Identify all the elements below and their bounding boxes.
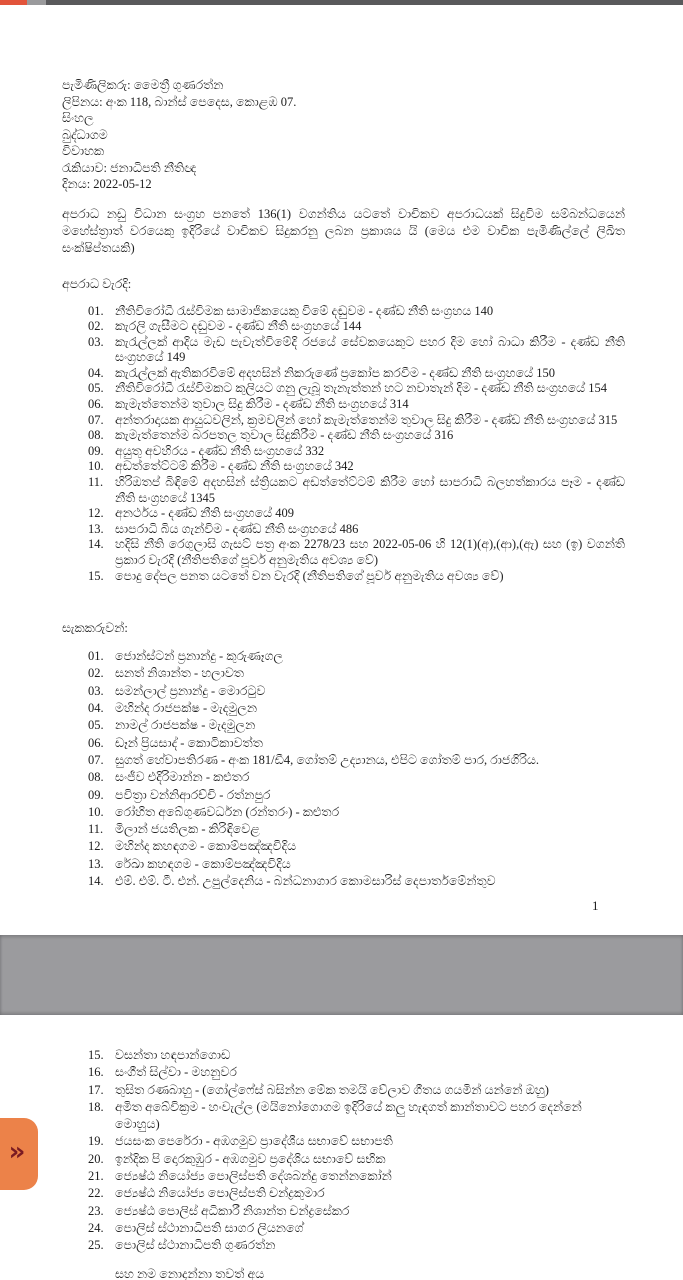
suspect-item — [88, 1151, 625, 1168]
unknown-persons-note: සහ නම නොදන්නා තවත් අය — [115, 1266, 265, 1280]
charge-item — [88, 366, 625, 382]
suspect-item — [88, 1168, 625, 1185]
suspect-number: 19. — [88, 1134, 104, 1149]
suspect-text: ඩෑන් ප්‍රියසාද් - කොටිකාවත්ත — [115, 735, 263, 750]
header-line: ලිපිනය: අංක 118, බාන්ස් පෙදෙස, කොළඹ 07. — [62, 94, 297, 109]
header-line: සිංහල — [62, 111, 94, 125]
suspect-item — [88, 683, 625, 700]
charge-text: අයුතු අවහිරය - දණ්ඩ නීති සංග්‍රහයේ 332 — [115, 443, 325, 458]
suspect-text: රෝහිත අබේගුණවර්ධන (රන්තරං) - කළුතර — [115, 804, 340, 819]
suspect-item — [88, 1064, 625, 1081]
suspect-item — [88, 856, 625, 873]
charge-text: කැරැල්ලක් ඇතිකරවිමේ අදහසින් නිකරුණේ ප්‍රකෝප කරවීම - දණ්ඩ නීති සංග්‍රහයේ 150 — [115, 365, 555, 380]
charge-text: කැරලි ගැසීමට දඬුවම - දණ්ඩ නීති සංග්‍රහයේ 144 — [115, 319, 362, 334]
suspect-number: 01. — [88, 649, 104, 664]
suspect-text: සනත් නිශාන්ත - හලාවත — [115, 666, 244, 681]
charge-number: 08. — [88, 428, 104, 443]
suspect-text: මිලාන් ජයතිලක - කිරිඳිවෙළ — [115, 822, 260, 837]
suspect-text: සංගීත් සිල්වා - මහනුවර — [115, 1065, 237, 1080]
suspect-text: ජයසංක පෙරේරා - අඹගමුව ප්‍රාදේශීය සභාවේ සභාපති — [115, 1134, 393, 1149]
charge-number: 11. — [88, 475, 104, 490]
charge-item — [88, 397, 625, 413]
charge-number: 10. — [88, 459, 104, 474]
suspect-number: 03. — [88, 683, 104, 698]
suspect-item — [88, 1185, 625, 1202]
suspects-list-continued — [62, 1047, 625, 1255]
suspect-item — [88, 1133, 625, 1150]
suspects-list — [62, 648, 625, 890]
suspect-text: ජොන්ස්ටන් ප්‍රනාන්දු - කුරුණෑගල — [115, 649, 283, 664]
suspect-text: මහින්ද කහඳගම - කොම්පඤ්ඤවිදිය — [115, 839, 297, 854]
suspect-number: 02. — [88, 666, 104, 681]
suspect-text: සමන්ලාල් ප්‍රනාන්දු - මොරටුව — [115, 683, 266, 698]
charge-item — [88, 459, 625, 475]
charge-item — [88, 304, 625, 320]
charge-number: 02. — [88, 319, 104, 334]
suspect-number: 08. — [88, 770, 104, 785]
header-line: දිනය: 2022-05-12 — [62, 177, 152, 191]
document-page-1 — [0, 5, 683, 935]
suspect-text: සුගත් හේවාපතිරණ - අංක 181/ඩී4, ගෝතම් උද්‍යානය, එපිට ගෝතම් පාර, රාජගිරිය. — [115, 752, 539, 767]
header-line: බුද්ධාගම — [62, 127, 108, 142]
expand-sidebar-button[interactable] — [0, 1118, 38, 1190]
suspect-text: එම්. එම්. ටී. එන්. උපුල්දෙනිය - බන්ධනාගාර කොමසාරිස් දෙපාර්තමේන්තුව — [115, 874, 496, 889]
suspect-number: 15. — [88, 1048, 104, 1062]
suspect-item — [88, 717, 625, 734]
suspect-item — [88, 873, 625, 890]
charge-text: නීතිවිරෝධී රැස්විමකට කුලියට ගනු ලැබූ තැනැත්තන් හට නවාතැන් දිම - දණ්ඩ නීති සංග්‍රහයේ 154 — [115, 381, 608, 396]
suspect-item — [88, 665, 625, 682]
charge-item — [88, 381, 625, 397]
suspect-text: පොලිස් ස්ථානාධිපති සාගර ලියනගේ — [115, 1220, 304, 1235]
suspect-item — [88, 804, 625, 821]
suspect-text: මහින්ද රාජපක්ෂ - මැදමුලන — [115, 701, 257, 716]
suspect-number: 06. — [88, 735, 104, 750]
suspect-number: 18. — [88, 1099, 104, 1114]
suspect-number: 25. — [88, 1238, 104, 1253]
suspect-number: 05. — [88, 718, 104, 733]
suspect-item — [88, 700, 625, 717]
header-line: විවාහක — [62, 144, 105, 158]
suspect-number: 04. — [88, 701, 104, 716]
charge-number: 06. — [88, 397, 104, 412]
suspect-text: අමිත අබේවික්‍රම - හංවැල්ල (මයිනෝගොගම ඉදිරියේ කලු හැඳගත් කාන්තාවට පහර දෙන්නේ මොහුය) — [115, 1099, 582, 1132]
charge-text: කැමැත්තෙන්ම තුවාල සිදු කිරීම - දණ්ඩ නීති සංග්‍රහයේ 314 — [115, 397, 409, 412]
double-chevron-right-icon: » — [8, 1137, 26, 1167]
suspect-item — [88, 1082, 625, 1099]
charge-text: හදිසි නීති රෙගුලාසි ගැසට් පත්‍ර අංක 2278/23 සහ 2022-05-06 හි 12(1)(අ),(ආ),(ඇ) සහ (ඉ) වගන්ති ප්‍රකාර වැරදි (නීතිපතිගේ පූර්ව අනුමැතිය අවශ්‍ය වේ) — [115, 537, 625, 567]
suspect-number: 21. — [88, 1169, 104, 1184]
suspect-item — [88, 838, 625, 855]
suspect-number: 16. — [88, 1065, 104, 1080]
suspect-item — [88, 648, 625, 665]
suspect-item — [88, 735, 625, 752]
charge-number: 15. — [88, 568, 104, 583]
suspect-item — [88, 1099, 625, 1134]
charge-number: 13. — [88, 521, 104, 536]
complaint-header-block — [62, 77, 625, 193]
charge-number: 07. — [88, 412, 104, 427]
suspect-number: 14. — [88, 874, 104, 889]
suspect-number: 11. — [88, 822, 104, 837]
suspect-item — [88, 1237, 625, 1254]
charge-text: නීතිවිරෝධී රැස්විමක සාමාජිකයෙකු විමේ දඬුවම - දණ්ඩ නීති සංග්‍රහය 140 — [115, 303, 494, 318]
charge-item — [88, 335, 625, 366]
suspect-text: පොලිස් ස්ථානාධිපති ගුණරත්න — [115, 1238, 276, 1253]
charge-item — [88, 506, 625, 522]
charge-item — [88, 522, 625, 538]
suspect-item — [88, 752, 625, 769]
suspect-text: වසන්තා හඳපාන්ගොඩ — [115, 1048, 231, 1062]
charges-heading: අපරාධ වැරදි: — [62, 276, 132, 291]
charge-item — [88, 475, 625, 506]
suspect-number: 17. — [88, 1082, 104, 1097]
suspect-text: ජ්‍යෙෂ්ඨ පොලිස් අධිකාරී නිශාන්ත චන්ද්‍රසේකර — [115, 1203, 350, 1218]
suspect-text: ඉන්දික පි දොරකුඹුර - අඹගමුව ප්‍රදේශිය සභාවේ සභික — [115, 1151, 386, 1166]
suspect-item — [88, 1203, 625, 1220]
header-line: රැකියාව: ජනාධිපති නීතිඥ — [62, 160, 197, 175]
suspect-item — [88, 821, 625, 838]
suspect-text: ජ්‍යෙෂ්ඨ නියෝජ්‍ය පොලිස්පති දේශබන්දු තෙන්නකෝන් — [115, 1169, 392, 1184]
suspect-text: රේඛා කහඳගම - කොම්පඤ්ඤවිදිය — [115, 856, 291, 871]
charge-text: අන්තරාදායක ආයුධවලින්, ක්‍රමවලින් හෝ කැමැත්තෙන්ම තුවාල සිදු කිරීම - දණ්ඩ නීති සංග්‍රහයේ 315 — [115, 412, 618, 427]
charge-item — [88, 569, 625, 585]
suspect-item — [88, 1047, 625, 1064]
charge-text: අනර්ථය - දණ්ඩ නීති සංග්‍රහයේ 409 — [115, 506, 294, 521]
suspect-text: පවිත්‍රා වන්නිආරච්චි - රත්නපුර — [115, 787, 271, 802]
charge-text: අඩත්තේට්ටම් කිරීම - දණ්ඩ නීති සංග්‍රහයේ 342 — [115, 459, 354, 474]
charge-number: 04. — [88, 365, 104, 380]
charge-item — [88, 428, 625, 444]
suspect-text: ජ්‍යෙෂ්ඨ නියෝජ්‍ය පොලිස්පති චන්ද්‍රකුමාර — [115, 1186, 325, 1201]
suspect-number: 07. — [88, 752, 104, 767]
header-line: පැමිණිලිකරු: මෛත්‍රී ගුණරත්න — [62, 78, 224, 92]
charge-item — [88, 413, 625, 429]
charge-item — [88, 319, 625, 335]
suspect-number: 12. — [88, 839, 104, 854]
suspect-text: සංජීව එදිරිමාන්න - කළුතර — [115, 770, 250, 785]
charge-item — [88, 537, 625, 568]
charge-number: 03. — [88, 334, 104, 349]
charge-text: සාපරාධි බිය ගැන්විම - දණ්ඩ නීති සංග්‍රහයේ 486 — [115, 521, 359, 536]
charge-number: 05. — [88, 381, 104, 396]
charge-text: හිරිඔතප් බිඳිමේ අදහසින් ස්ත්‍රියකට අඩත්තේට්ටම් කිරීම හෝ සාපරාධි බලහත්කාරය පෑම - දණ්ඩ නීති සංග්‍රහයේ 1345 — [115, 475, 625, 505]
charge-number: 14. — [88, 537, 104, 552]
suspect-item — [88, 769, 625, 786]
page-number: 1 — [592, 898, 599, 913]
suspect-number: 10. — [88, 804, 104, 819]
suspect-number: 23. — [88, 1203, 104, 1218]
suspect-number: 20. — [88, 1151, 104, 1166]
intro-paragraph: අපරාධ නඩු විධාන සංග්‍රහ පනතේ 136(1) වගන්තිය යටතේ වාචිකව අපරාධයක් සිදුවිම සම්බන්ධයෙන් මහේස්ත්‍රාත් වරයෙකු ඉදිරියේ වාචිකව සිදුකරනු ලබන ප්‍රකාශය යි (මෙය එම වාචික පැමිණිල්ලේ ලිඛිත සංක්ෂිප්තයකි) — [62, 206, 625, 255]
charge-number: 12. — [88, 506, 104, 521]
suspect-item — [88, 787, 625, 804]
charges-list — [62, 304, 625, 585]
charge-number: 01. — [88, 303, 104, 318]
suspect-number: 13. — [88, 856, 104, 871]
charge-item — [88, 444, 625, 460]
suspect-text: තුසිත රණබාහු - (ගෝල්ෆේස් බසින්න මේක තමයි වේලාව ගීතය ගයමින් යන්නේ ඔහු) — [115, 1082, 549, 1097]
suspect-text: නාමල් රාජපක්ෂ - මැදමුලන — [115, 718, 256, 733]
page-gap — [0, 935, 683, 1015]
suspects-heading: සැකකරුවන්: — [62, 621, 128, 636]
charge-text: කැරැල්ලක් ආදිය මැඩ පැවැත්විමේදි රජයේ සේවකයෙකුට පහර දිම හෝ බාධා කිරීම - දණ්ඩ නීති සංග්‍රහයේ 149 — [115, 334, 625, 365]
charge-text: කැමැත්තෙන්ම බරපතල තුවාල සිදුකිරීම - දණ්ඩ නීති සංග්‍රහයේ 316 — [115, 428, 454, 443]
suspect-number: 24. — [88, 1220, 104, 1235]
suspect-number: 09. — [88, 787, 104, 802]
charge-number: 09. — [88, 443, 104, 458]
charge-text: පොදු දේපල පනත යටතේ වන වැරදි (නීතිපතිගේ පූර්ව අනුමැතිය අවශ්‍ය වේ) — [115, 568, 504, 583]
suspect-number: 22. — [88, 1186, 104, 1201]
document-page-2 — [0, 1015, 683, 1280]
suspect-item — [88, 1220, 625, 1237]
